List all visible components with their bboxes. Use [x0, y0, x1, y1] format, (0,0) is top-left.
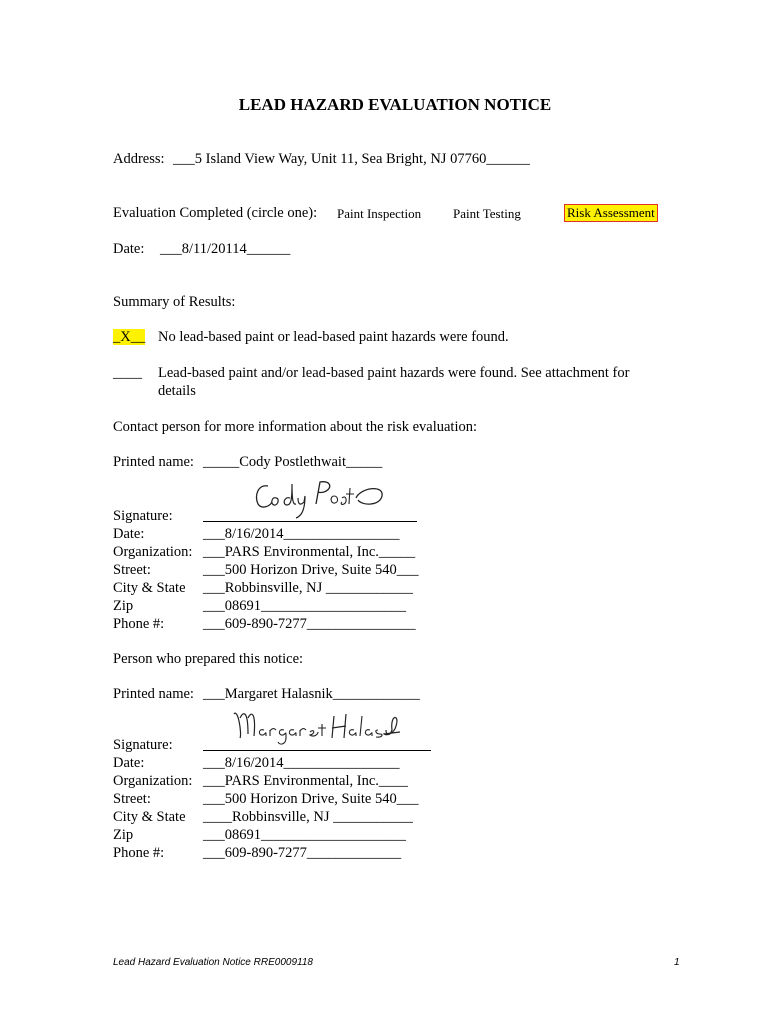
preparer-field-label: Street:	[113, 791, 151, 807]
address-value: ___5 Island View Way, Unit 11, Sea Bright, NJ 07760______	[173, 151, 530, 167]
checkbox-mark: _X__	[113, 329, 146, 345]
summary-mark-none	[113, 329, 145, 346]
preparer-date-value: ___8/16/2014________________	[203, 755, 400, 771]
contact-field-label: Organization:	[113, 544, 193, 560]
contact-field-label: City & State	[113, 580, 186, 596]
option-paint-testing: Paint Testing	[453, 206, 521, 221]
preparer-printed-name-label: Printed name:	[113, 686, 194, 702]
preparer-field-label: Phone #:	[113, 845, 165, 861]
contact-printed-name-label: Printed name:	[113, 454, 194, 470]
preparer-field-label: Zip	[113, 827, 134, 843]
option-paint-inspection: Paint Inspection	[337, 206, 422, 221]
option-risk-assessment-selected: Risk Assessment	[564, 204, 658, 222]
preparer-city-value: ____Robbinsville, NJ ___________	[203, 809, 413, 825]
preparer-field-label: Organization:	[113, 773, 193, 789]
date-value: ___8/11/20114______	[160, 241, 291, 257]
summary-mark-found: ____	[113, 365, 142, 381]
preparer-printed-name: ___Margaret Halasnik____________	[203, 686, 420, 702]
preparer-signature-line	[203, 750, 431, 751]
preparer-phone-value: ___609-890-7277_____________	[203, 845, 402, 861]
page-title: LEAD HAZARD EVALUATION NOTICE	[238, 95, 552, 114]
contact-heading: Contact person for more information about the risk evaluation:	[113, 419, 478, 435]
preparer-zip-value: ___08691____________________	[203, 827, 406, 843]
contact-street-value: ___500 Horizon Drive, Suite 540___	[203, 562, 419, 578]
preparer-field-label: Date:	[113, 755, 145, 771]
summary-text-found-cont: details	[158, 383, 196, 399]
contact-phone-value: ___609-890-7277_______________	[203, 616, 416, 632]
contact-organization-value: ___PARS Environmental, Inc._____	[203, 544, 416, 560]
contact-printed-name: _____Cody Postlethwait_____	[203, 454, 383, 470]
contact-zip-value: ___08691____________________	[203, 598, 406, 614]
contact-field-label: Date:	[113, 526, 145, 542]
date-label: Date:	[113, 241, 145, 257]
preparer-heading: Person who prepared this notice:	[113, 651, 304, 667]
contact-field-label: Phone #:	[113, 616, 165, 632]
preparer-organization-value: ___PARS Environmental, Inc.____	[203, 773, 408, 789]
summary-text-found: Lead-based paint and/or lead-based paint hazards were found. See attachment for	[158, 365, 630, 381]
contact-signature-line	[203, 521, 417, 522]
summary-text-none: No lead-based paint or lead-based paint hazards were found.	[158, 329, 509, 345]
contact-signature-icon	[250, 474, 390, 520]
contact-field-label: Zip	[113, 598, 134, 614]
summary-label: Summary of Results:	[113, 294, 236, 310]
preparer-street-value: ___500 Horizon Drive, Suite 540___	[203, 791, 419, 807]
preparer-field-label: City & State	[113, 809, 186, 825]
footer-document-id: Lead Hazard Evaluation Notice RRE0009118	[113, 957, 313, 968]
contact-city-value: ___Robbinsville, NJ ____________	[203, 580, 413, 596]
address-label: Address:	[113, 151, 165, 167]
contact-field-label: Street:	[113, 562, 151, 578]
contact-date-value: ___8/16/2014________________	[203, 526, 400, 542]
preparer-field-label: Signature:	[113, 737, 173, 753]
footer-page-number: 1	[674, 957, 680, 968]
preparer-signature-icon	[228, 704, 403, 748]
contact-field-label: Signature:	[113, 508, 173, 524]
evaluation-label: Evaluation Completed (circle one):	[113, 205, 318, 221]
